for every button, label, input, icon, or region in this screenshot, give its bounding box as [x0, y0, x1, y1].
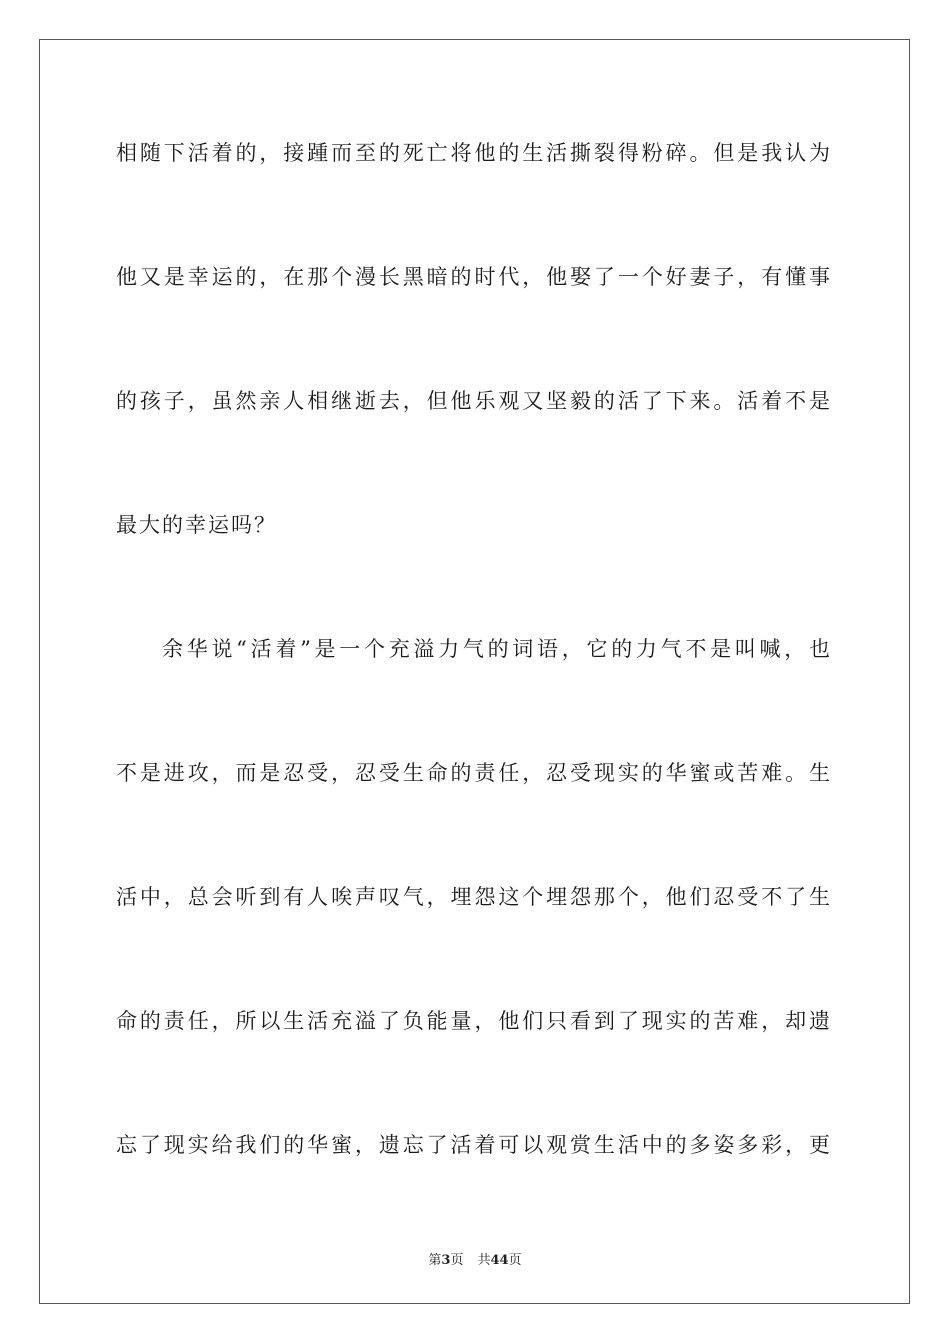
total-suffix: 页: [508, 1253, 522, 1268]
text-line-6: 不是进攻，而是忍受，忍受生命的责任，忍受现实的华蜜或苦难。生: [116, 761, 832, 785]
page-prefix: 第: [428, 1253, 442, 1268]
text-line-8: 命的责任，所以生活充溢了负能量，他们只看到了现实的苦难，却遗: [116, 1009, 832, 1033]
page-border: [39, 39, 910, 1304]
text-line-2: 他又是幸运的，在那个漫长黑暗的时代，他娶了一个好妻子，有懂事: [116, 265, 832, 289]
text-line-4: 最大的幸运吗？: [116, 513, 277, 537]
text-line-7: 活中，总会听到有人唉声叹气，埋怨这个埋怨那个，他们忍受不了生: [116, 885, 832, 909]
total-prefix: 共: [477, 1253, 491, 1268]
total-page-number: 44: [490, 1253, 509, 1268]
page-footer: [0, 1249, 950, 1268]
text-line-9: 忘了现实给我们的华蜜，遗忘了活着可以观赏生活中的多姿多彩，更: [116, 1133, 832, 1157]
current-page-number: 3: [441, 1253, 451, 1268]
text-line-1: 相随下活着的，接踵而至的死亡将他的生活撕裂得粉碎。但是我认为: [116, 141, 832, 165]
text-line-3: 的孩子，虽然亲人相继逝去，但他乐观又坚毅的活了下来。活着不是: [116, 389, 832, 413]
page-suffix: 页: [450, 1253, 464, 1268]
text-line-5: 余华说“活着”是一个充溢力气的词语，它的力气不是叫喊，也: [162, 637, 832, 661]
